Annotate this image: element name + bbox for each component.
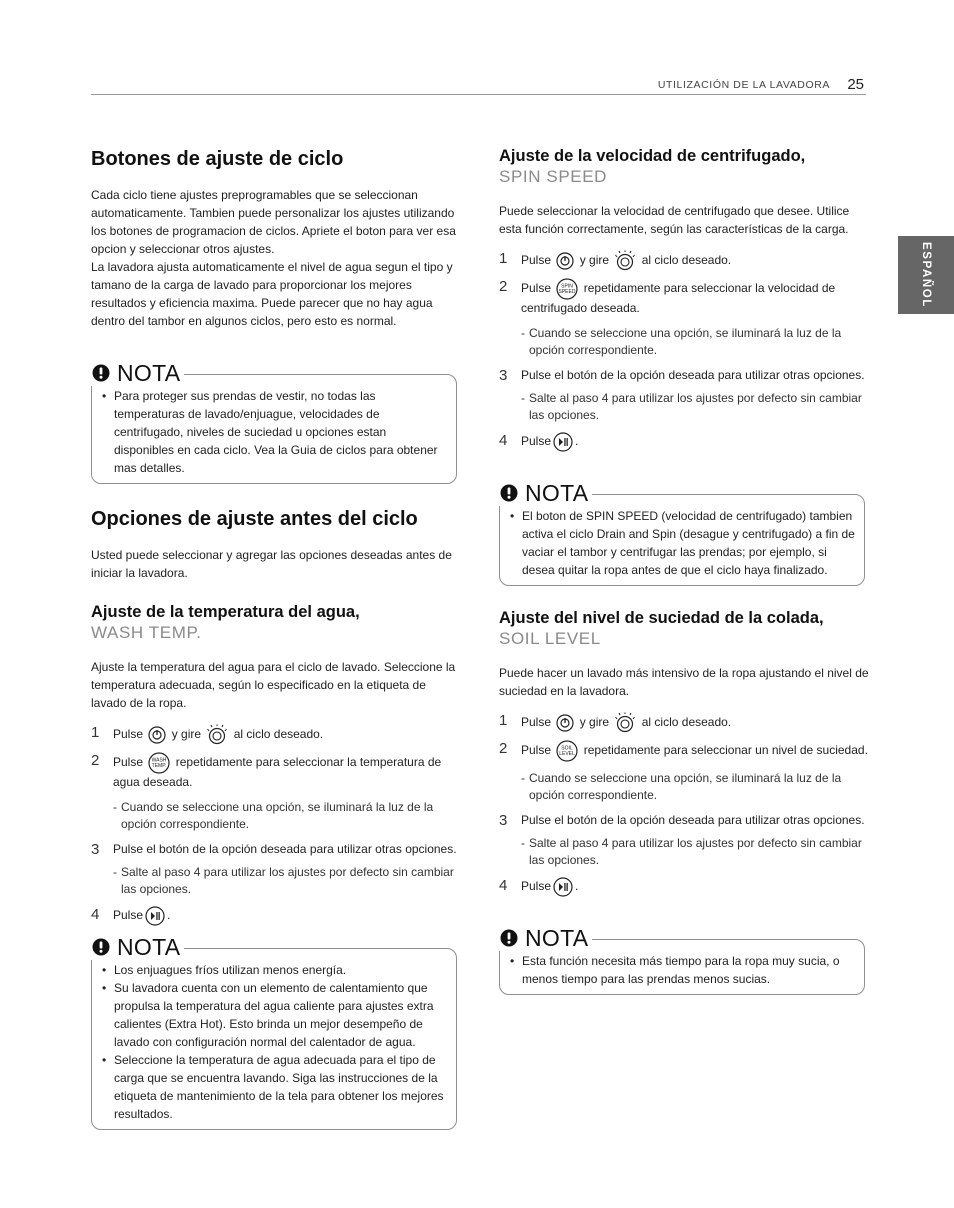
step-number: 3 xyxy=(499,367,508,384)
cycle-buttons-paragraph-2: La lavadora ajusta automaticamente el nivel de agua segun el tipo y tamano de la carga de lavado para proporcionar los mejores resultados y eficiencia maxima. Puede parecer que no hay agua dentro del tambor en algunos ciclos, pero esto es normal. xyxy=(91,260,453,328)
page-header xyxy=(91,76,866,95)
spin-speed-heading xyxy=(499,146,869,188)
step-text: Pulse xyxy=(113,908,144,923)
cycle-dial-icon xyxy=(614,712,636,734)
cycle-buttons-heading: Botones de ajuste de ciclo xyxy=(91,148,344,170)
step-text: Pulse xyxy=(521,743,552,758)
step-number: 3 xyxy=(499,812,508,829)
step-number: 2 xyxy=(499,740,508,757)
step-text: repetidamente para seleccionar la temperatura de agua deseada. xyxy=(113,755,442,789)
note-item-text: Esta función necesita más tiempo para la ropa muy sucia, o menos tiempo para las prendas menos sucias. xyxy=(522,954,840,986)
soil-level-step-2 xyxy=(499,740,869,762)
wash-temp-step-2-note: - Cuando se seleccione una opción, se iluminará la luz de la opción correspondiente. xyxy=(113,800,434,831)
step-text: al ciclo deseado. xyxy=(233,727,324,742)
wash-temp-paragraph: Ajuste la temperatura del agua para el ciclo de lavado. Seleccione la temperatura adecuada, según lo especificado en la etiqueta de lavado de la ropa. xyxy=(91,660,456,710)
note-box-soil-level xyxy=(499,925,865,995)
step-text: y gire xyxy=(579,253,610,268)
sub-note-text: Cuando se seleccione una opción, se iluminará la luz de la opción correspondiente. xyxy=(529,771,842,802)
step-number: 1 xyxy=(499,250,508,267)
step-text: y gire xyxy=(579,715,610,730)
note-title: NOTA xyxy=(117,934,181,960)
spin-speed-steps xyxy=(499,250,869,452)
sub-note-text: Salte al paso 4 para utilizar los ajustes por defecto sin cambiar las opciones. xyxy=(529,836,862,867)
note-title: NOTA xyxy=(525,480,589,506)
power-button-icon xyxy=(556,252,574,270)
step-number: 4 xyxy=(91,906,100,923)
soil-level-paragraph: Puede hacer un lavado más intensivo de la ropa ajustando el nivel de suciedad en la lavadora. xyxy=(499,666,869,698)
spin-speed-step-1 xyxy=(499,250,869,272)
wash-temp-accent: WASH TEMP. xyxy=(91,623,202,642)
spin-speed-step-3-note: - Salte al paso 4 para utilizar los ajustes por defecto sin cambiar las opciones. xyxy=(521,391,862,422)
spin-speed-button-icon xyxy=(556,278,578,300)
step-text: . xyxy=(575,879,579,894)
soil-level-step-3-note: - Salte al paso 4 para utilizar los ajustes por defecto sin cambiar las opciones. xyxy=(521,836,862,867)
wash-temp-step-3-note: - Salte al paso 4 para utilizar los ajustes por defecto sin cambiar las opciones. xyxy=(113,865,454,896)
header-section-title: UTILIZACIÓN DE LA LAVADORA xyxy=(657,79,830,91)
note-item-text: Los enjuagues fríos utilizan menos energía. xyxy=(114,963,347,977)
step-number: 1 xyxy=(499,712,508,729)
sub-note-text: Salte al paso 4 para utilizar los ajustes por defecto sin cambiar las opciones. xyxy=(121,865,454,896)
step-text: Pulse el botón de la opción deseada para utilizar otras opciones. xyxy=(521,813,865,827)
language-side-tab xyxy=(898,236,954,314)
start-pause-button-icon xyxy=(553,877,573,897)
step-text: . xyxy=(167,908,171,923)
step-text: y gire xyxy=(171,727,202,742)
sub-note-text: Cuando se seleccione una opción, se iluminará la luz de la opción correspondiente. xyxy=(529,326,842,357)
step-number: 1 xyxy=(91,724,100,741)
step-text: Pulse xyxy=(521,281,552,296)
cycle-dial-icon xyxy=(206,724,228,746)
soil-level-button-text-1: SOIL xyxy=(561,745,574,752)
wash-temp-step-1 xyxy=(91,724,459,746)
page-number: 25 xyxy=(847,76,864,93)
note-item: • Los enjuagues fríos utilizan menos energía. xyxy=(102,963,347,977)
step-text: Pulse xyxy=(521,434,552,449)
pre-cycle-paragraph: Usted puede seleccionar y agregar las opciones deseadas antes de iniciar la lavadora. xyxy=(91,548,452,580)
soil-level-button-icon xyxy=(556,740,578,762)
step-text: Pulse xyxy=(113,727,144,742)
spin-speed-step-3 xyxy=(499,367,869,384)
power-button-icon xyxy=(148,726,166,744)
note-item: • Seleccione la temperatura de agua adecuada para el tipo de carga que se encuentra lavando. Siga las instrucciones de la etiqueta de mantenimiento de la tela para obtener los mejores resultados. xyxy=(102,1053,444,1121)
soil-level-accent: SOIL LEVEL xyxy=(499,629,601,648)
step-number: 2 xyxy=(499,278,508,295)
step-text: . xyxy=(575,434,579,449)
wash-temp-button-text-2: TEMP. xyxy=(152,763,167,769)
start-pause-button-icon xyxy=(553,432,573,452)
soil-level-step-2-note: - Cuando se seleccione una opción, se iluminará la luz de la opción correspondiente. xyxy=(521,771,842,802)
spin-speed-title: Ajuste de la velocidad de centrifugado, xyxy=(499,147,806,165)
note-item-text: Seleccione la temperatura de agua adecuada para el tipo de carga que se encuentra lavando. Siga las instrucciones de la etiqueta de mantenimiento de la tela para obtener los mejores resultados. xyxy=(114,1053,444,1121)
spin-speed-button-text-1: SPIN xyxy=(561,283,574,290)
note-title: NOTA xyxy=(117,360,181,386)
step-number: 2 xyxy=(91,752,100,769)
note-header xyxy=(496,480,592,506)
step-text: al ciclo deseado. xyxy=(641,715,732,730)
soil-level-steps xyxy=(499,712,869,897)
soil-level-button-text-2: LEVEL xyxy=(559,751,576,757)
note-item: • Su lavadora cuenta con un elemento de calentamiento que propulsa la temperatura del agua caliente para ajustes extra calientes (Extra Hot). Esto brinda un mejor desempeño de lavado con configuración normal del calentador de agua. xyxy=(102,981,434,1049)
right-column xyxy=(499,146,869,995)
note-box-spin-speed xyxy=(499,480,865,586)
note-title: NOTA xyxy=(525,925,589,951)
note-header xyxy=(88,934,184,960)
step-number: 3 xyxy=(91,841,100,858)
note-box-wash-temp xyxy=(91,934,457,1130)
note-header xyxy=(496,925,592,951)
spin-speed-step-2 xyxy=(499,278,869,317)
cycle-buttons-paragraph-1: Cada ciclo tiene ajustes preprogramables que se seleccionan automaticamente. Tambien puede personalizar los ajustes utilizando los botones de programacion de ciclos. Apriete el boton para ver esa opcion y seleccionar otros ajustes. xyxy=(91,188,456,256)
left-column xyxy=(91,146,459,1130)
pre-cycle-heading: Opciones de ajuste antes del ciclo xyxy=(91,508,418,530)
note-header xyxy=(88,360,184,386)
spin-speed-step-2-note: - Cuando se seleccione una opción, se iluminará la luz de la opción correspondiente. xyxy=(521,326,842,357)
warning-icon xyxy=(92,938,110,956)
step-number: 4 xyxy=(499,877,508,894)
power-button-icon xyxy=(556,714,574,732)
language-tab-label: ESPAÑOL xyxy=(920,242,932,308)
sub-note-text: Salte al paso 4 para utilizar los ajustes por defecto sin cambiar las opciones. xyxy=(529,391,862,422)
note-item-text: Para proteger sus prendas de vestir, no todas las temperaturas de lavado/enjuague, velocidades de centrifugado, niveles de suciedad u opciones estan disponibles en cada ciclo. Vea la Guia de ciclos para obtener mas detalles. xyxy=(114,389,438,475)
spin-speed-button-text-2: SPEED xyxy=(558,289,576,295)
step-text: Pulse xyxy=(521,253,552,268)
step-text: Pulse xyxy=(521,715,552,730)
soil-level-step-4 xyxy=(499,877,869,897)
step-text: repetidamente para seleccionar la velocidad de centrifugado deseada. xyxy=(521,281,836,315)
wash-temp-button-icon xyxy=(148,752,170,774)
warning-icon xyxy=(500,484,518,502)
soil-level-step-1 xyxy=(499,712,869,734)
step-text: repetidamente para seleccionar un nivel de suciedad. xyxy=(583,743,868,758)
wash-temp-step-3 xyxy=(91,841,459,858)
warning-icon xyxy=(92,364,110,382)
step-text: Pulse el botón de la opción deseada para utilizar otras opciones. xyxy=(521,368,865,382)
note-item: • Esta función necesita más tiempo para la ropa muy sucia, o menos tiempo para las prendas menos sucias. xyxy=(510,954,840,986)
cycle-dial-icon xyxy=(614,250,636,272)
spin-speed-accent: SPIN SPEED xyxy=(499,167,608,186)
note-item-text: El boton de SPIN SPEED (velocidad de centrifugado) tambien activa el ciclo Drain and Spin (desague y centrifugado) a fin de vaciar el tambor y centrifugar las prendas; por ejemplo, si desea quitar la ropa antes de que el ciclo haya finalizado. xyxy=(522,509,855,577)
step-text: Pulse el botón de la opción deseada para utilizar otras opciones. xyxy=(113,842,457,856)
step-number: 4 xyxy=(499,432,508,449)
soil-level-step-3 xyxy=(499,812,869,829)
wash-temp-button-text-1: WASH xyxy=(151,757,167,764)
spin-speed-paragraph: Puede seleccionar la velocidad de centrifugado que desee. Utilice esta función correctamente, según las características de la carga. xyxy=(499,204,850,236)
note-item: • El boton de SPIN SPEED (velocidad de centrifugado) tambien activa el ciclo Drain and Spin (desague y centrifugado) a fin de vaciar el tambor y centrifugar las prendas; por ejemplo, si desea quitar la ropa antes de que el ciclo haya finalizado. xyxy=(510,509,855,577)
sub-note-text: Cuando se seleccione una opción, se iluminará la luz de la opción correspondiente. xyxy=(121,800,434,831)
step-text: Pulse xyxy=(521,879,552,894)
wash-temp-heading xyxy=(91,602,459,644)
soil-level-title: Ajuste del nivel de suciedad de la colada, xyxy=(499,609,824,627)
wash-temp-step-4 xyxy=(91,906,459,926)
wash-temp-steps xyxy=(91,724,459,926)
note-box-general xyxy=(91,360,457,484)
wash-temp-step-2 xyxy=(91,752,459,791)
spin-speed-step-4 xyxy=(499,432,869,452)
note-item: • Para proteger sus prendas de vestir, no todas las temperaturas de lavado/enjuague, velocidades de centrifugado, niveles de suciedad u opciones estan disponibles en cada ciclo. Vea la Guia de ciclos para obtener mas detalles. xyxy=(102,389,438,475)
soil-level-heading xyxy=(499,608,869,650)
step-text: al ciclo deseado. xyxy=(641,253,732,268)
warning-icon xyxy=(500,929,518,947)
start-pause-button-icon xyxy=(145,906,165,926)
wash-temp-title: Ajuste de la temperatura del agua, xyxy=(91,603,360,621)
step-text: Pulse xyxy=(113,755,144,770)
note-item-text: Su lavadora cuenta con un elemento de calentamiento que propulsa la temperatura del agua caliente para ajustes extra calientes (Extra Hot). Esto brinda un mejor desempeño de lavado con configuración normal del calentador de agua. xyxy=(114,981,434,1049)
